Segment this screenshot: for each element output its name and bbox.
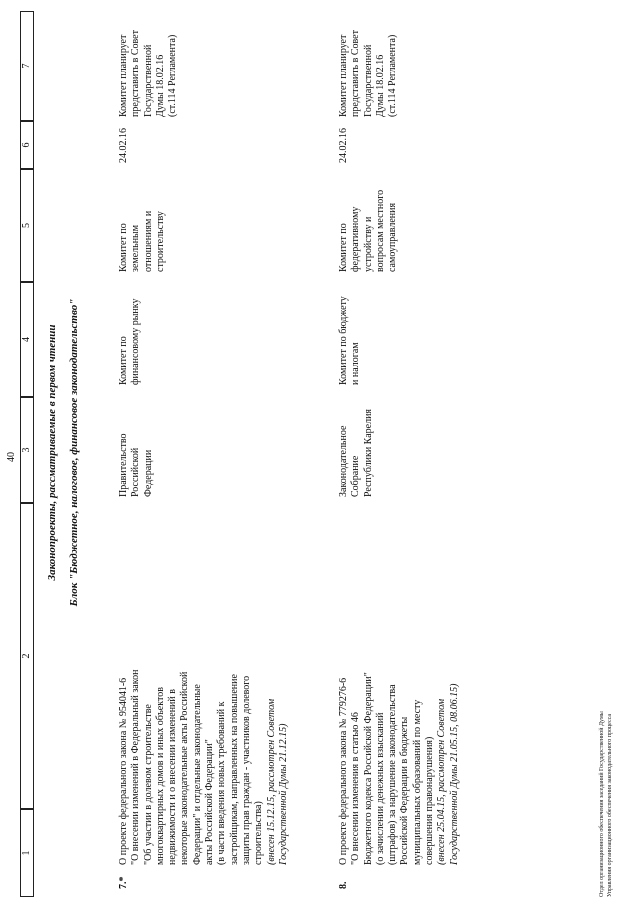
- bill-title-line: застройщикам, направленных на повышение: [228, 674, 240, 865]
- committee-line: устройству и: [362, 216, 374, 272]
- initiator: [338, 401, 375, 497]
- column-header-7: 7: [20, 11, 34, 121]
- bill-title-line: многоквартирных домов и иных объектов: [154, 687, 166, 865]
- block-title: Блок "Бюджетное, налоговое, финансовое законодательство": [68, 298, 80, 607]
- column-header-1: 1: [20, 809, 34, 897]
- committee-line: Комитет по: [118, 336, 129, 385]
- bill-note-line: Государственной Думы 21.05.15, 08.06.15): [448, 683, 460, 865]
- initiator-line: Собрание: [350, 455, 362, 497]
- committee-line: вопросам местного: [374, 189, 386, 272]
- bill-description: [118, 575, 290, 865]
- committee-line: и налогам: [350, 342, 362, 385]
- remark-line: (ст.114 Регламента): [167, 34, 179, 117]
- bill-note-line: (внесен 15.12.15, рассмотрен Советом: [265, 698, 277, 865]
- committee-line: федеративному: [350, 206, 362, 272]
- initiator-line: Республики Карелия: [362, 408, 374, 497]
- review-date: 24.02.16: [338, 128, 349, 163]
- remark-line: Комитет планирует: [118, 34, 129, 117]
- bill-description: [338, 575, 461, 865]
- initiator: [118, 401, 155, 497]
- committee-line: земельным: [130, 224, 142, 272]
- footer: [598, 477, 614, 897]
- footer-line: Отдел организационного обеспечения заседаний Государственной Думы: [599, 711, 605, 897]
- responsible-committee: [338, 285, 363, 385]
- co-executor-committee: [338, 172, 399, 272]
- column-header-6: 6: [20, 121, 34, 169]
- remark: [118, 7, 179, 117]
- bill-title-line: строительства): [253, 801, 265, 865]
- responsible-committee: [118, 285, 143, 385]
- bill-title-line: "О внесении изменений в Федеральный закон: [130, 669, 142, 865]
- bill-note-line: Государственной Думы 21.12.15): [277, 723, 289, 865]
- column-header-2: 2: [20, 503, 34, 809]
- initiator-line: Российской: [130, 447, 142, 497]
- row-number: 7.*: [118, 876, 129, 889]
- remark-line: Государственной: [362, 44, 374, 117]
- bill-title-line: совершения правонарушения): [424, 736, 436, 865]
- initiator-line: Законодательное: [338, 425, 349, 497]
- bill-title-line: защиты прав граждан - участников долевого: [240, 675, 252, 865]
- section-title: Законопроекты, рассматриваемые в первом чтении: [46, 324, 58, 581]
- bill-title-line: Федерации" и отдельные законодательные: [191, 684, 203, 865]
- bill-title-line: О проекте федерального закона № 779276-6: [338, 677, 349, 865]
- page-number: 40: [6, 452, 17, 462]
- bill-title-line: (о зачислении денежных взысканий: [374, 712, 386, 865]
- committee-line: самоуправления: [387, 202, 399, 272]
- column-header-4: 4: [20, 282, 34, 397]
- remark-line: Думы 18.02.16: [374, 54, 386, 117]
- bill-title-line: муниципальных образований по месту: [411, 699, 423, 865]
- remark-line: Думы 18.02.16: [154, 54, 166, 117]
- row-number: 8.: [338, 881, 349, 889]
- committee-line: финансовому рынку: [130, 298, 142, 385]
- bill-title-line: "Об участии в долевом строительстве: [142, 704, 154, 865]
- co-executor-committee: [118, 172, 167, 272]
- bill-title-line: недвижимости и о внесении изменений в: [167, 689, 179, 865]
- remark-line: (ст.114 Регламента): [387, 34, 399, 117]
- column-header-5: 5: [20, 169, 34, 282]
- bill-title-line: (в части введения новых требований к: [216, 701, 228, 865]
- footer-line: Управления организационного обеспечения законодательного процесса: [607, 713, 613, 897]
- remark-line: Комитет планирует: [338, 34, 349, 117]
- remark-line: Государственной: [142, 44, 154, 117]
- bill-note-line: (внесен 25.04.15, рассмотрен Советом: [436, 698, 448, 865]
- review-date: 24.02.16: [118, 128, 129, 163]
- committee-line: строительству: [154, 211, 166, 272]
- committee-line: Комитет по: [118, 223, 129, 272]
- bill-title-line: Бюджетного кодекса Российской Федерации": [362, 672, 374, 865]
- bill-title-line: Российской Федерации в бюджеты: [399, 716, 411, 865]
- initiator-line: Федерации: [142, 449, 154, 497]
- committee-line: отношениям и: [142, 210, 154, 272]
- committee-line: Комитет по: [338, 223, 349, 272]
- remark: [338, 7, 399, 117]
- remark-line: представить в Совет: [130, 30, 142, 117]
- bill-title-line: "О внесении изменения в статью 46: [350, 712, 362, 865]
- bill-title-line: акты Российской Федерации": [204, 739, 216, 865]
- committee-line: Комитет по бюджету: [338, 296, 349, 385]
- bill-title-line: (штрафов) за нарушение законодательства: [387, 684, 399, 865]
- initiator-line: Правительство: [118, 433, 129, 497]
- remark-line: представить в Совет: [350, 30, 362, 117]
- bill-title-line: некоторые законодательные акты Российской: [179, 671, 191, 865]
- bill-title-line: О проекте федерального закона № 954041-6: [118, 677, 129, 865]
- column-header-3: 3: [20, 397, 34, 503]
